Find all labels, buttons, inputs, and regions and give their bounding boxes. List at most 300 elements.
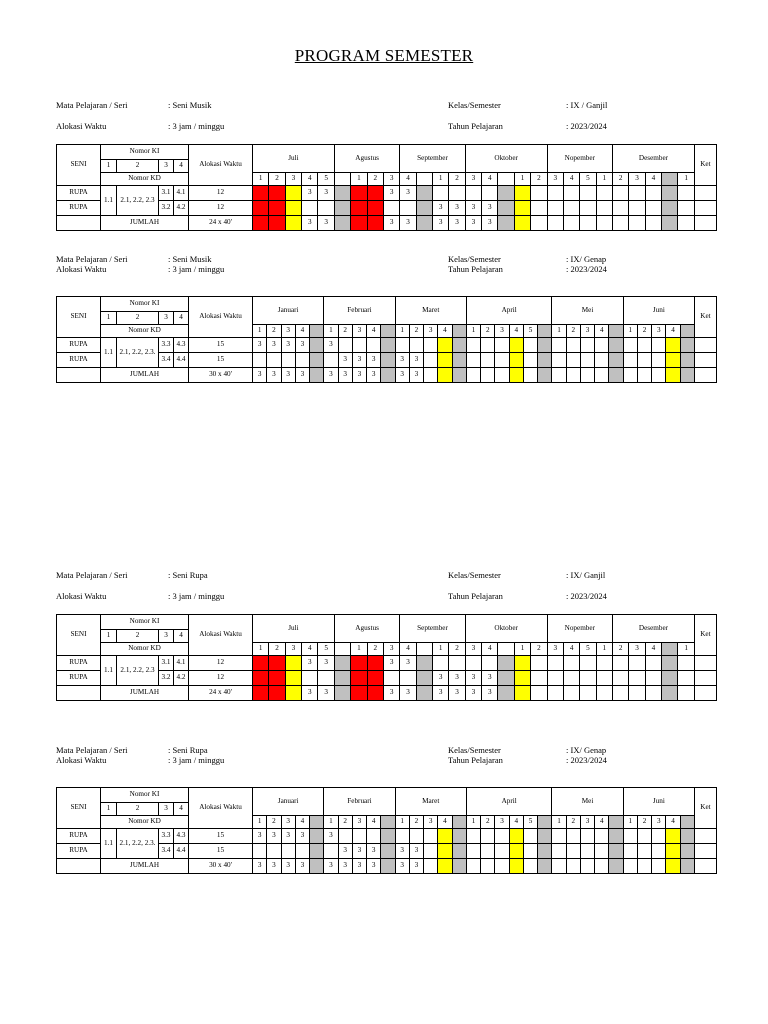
week-cell (285, 686, 301, 701)
week-cell (498, 216, 514, 231)
jumlah-label: JUMLAH (101, 686, 189, 701)
week-cell (285, 671, 301, 686)
value-alokasi-waktu: : 3 jam / minggu (168, 121, 225, 131)
week-cell (367, 686, 383, 701)
week-cell (623, 368, 637, 383)
week-cell (680, 368, 694, 383)
alokasi-cell: 15 (189, 338, 253, 353)
week-cell (613, 671, 629, 686)
month-header: Juli (253, 615, 335, 643)
week-cell (334, 186, 350, 201)
week-cell (334, 201, 350, 216)
value-alokasi-waktu: : 3 jam / minggu (168, 755, 225, 765)
week-cell (694, 656, 716, 671)
week-cell (580, 844, 594, 859)
week-cell (538, 844, 552, 859)
week-cell (310, 829, 324, 844)
label-alokasi-waktu: Alokasi Waktu (56, 264, 107, 274)
value-kelas-semester: : IX/ Ganjil (566, 570, 606, 580)
ki1-cell: 1.1 (101, 338, 117, 368)
week-cell (595, 859, 609, 874)
kd4-cell: 4.2 (174, 671, 189, 686)
nomor-kd-header: Nomor KD (101, 173, 189, 186)
week-cell (509, 338, 523, 353)
week-cell (481, 844, 495, 859)
week-number: 1 (514, 173, 530, 186)
week-cell (531, 201, 547, 216)
week-cell (580, 353, 594, 368)
week-cell (367, 186, 383, 201)
label-tahun-pelajaran: Tahun Pelajaran (448, 591, 503, 601)
week-number (310, 325, 324, 338)
week-cell (609, 338, 623, 353)
week-number: 2 (613, 173, 629, 186)
jumlah-alokasi: 30 x 40' (189, 859, 253, 874)
kd4-cell: 4.3 (174, 338, 189, 353)
week-cell (416, 201, 432, 216)
week-cell (352, 338, 366, 353)
week-cell: 3 (338, 368, 352, 383)
week-cell (424, 353, 438, 368)
week-number: 4 (645, 643, 661, 656)
week-cell (310, 353, 324, 368)
blank-cell (57, 859, 101, 874)
week-cell: 3 (318, 186, 334, 201)
alokasi-waktu-header: Alokasi Waktu (189, 297, 253, 338)
month-header: Mei (552, 297, 623, 325)
month-header: April (466, 788, 552, 816)
page-title: PROGRAM SEMESTER (294, 46, 474, 65)
week-number: 4 (438, 325, 452, 338)
value-tahun-pelajaran: : 2023/2024 (566, 591, 607, 601)
week-number: 1 (324, 816, 338, 829)
alokasi-waktu-header: Alokasi Waktu (189, 615, 253, 656)
week-cell (538, 859, 552, 874)
week-number: 3 (652, 816, 666, 829)
ki-column-number: 2 (117, 160, 159, 173)
week-cell: 3 (482, 201, 498, 216)
week-cell (281, 844, 295, 859)
label-alokasi-waktu: Alokasi Waktu (56, 121, 107, 131)
week-cell: 3 (400, 216, 416, 231)
week-number (609, 816, 623, 829)
week-cell (563, 671, 579, 686)
jumlah-label: JUMLAH (101, 216, 189, 231)
value-kelas-semester: : IX / Ganjil (566, 100, 608, 110)
week-cell: 3 (433, 671, 449, 686)
nomor-kd-header: Nomor KD (101, 643, 189, 656)
week-cell (523, 859, 537, 874)
week-cell (253, 656, 269, 671)
week-cell (334, 656, 350, 671)
week-number: 1 (466, 325, 480, 338)
week-cell (449, 656, 465, 671)
label-kelas-semester: Kelas/Semester (448, 745, 501, 755)
week-cell: 3 (302, 186, 318, 201)
week-number: 2 (531, 643, 547, 656)
week-number: 4 (295, 816, 309, 829)
alokasi-cell: 12 (189, 186, 253, 201)
alokasi-cell: 15 (189, 844, 253, 859)
month-header: Desember (613, 615, 695, 643)
week-cell: 3 (253, 829, 267, 844)
week-number: 4 (400, 173, 416, 186)
week-cell (629, 201, 645, 216)
week-cell (452, 368, 466, 383)
week-cell: 3 (352, 859, 366, 874)
week-cell (438, 844, 452, 859)
week-number: 3 (352, 325, 366, 338)
week-cell: 3 (338, 859, 352, 874)
week-number: 4 (509, 816, 523, 829)
week-cell (613, 216, 629, 231)
week-cell (694, 686, 716, 701)
week-cell (680, 338, 694, 353)
week-number: 5 (580, 643, 596, 656)
week-cell (295, 353, 309, 368)
week-cell (678, 216, 694, 231)
program-semester-table (56, 787, 717, 874)
week-cell (310, 844, 324, 859)
week-cell: 3 (352, 368, 366, 383)
week-cell (563, 686, 579, 701)
week-number: 3 (465, 173, 481, 186)
week-cell (552, 353, 566, 368)
week-cell: 3 (253, 859, 267, 874)
week-number: 4 (563, 643, 579, 656)
week-cell (466, 338, 480, 353)
week-cell: 3 (318, 686, 334, 701)
week-cell (438, 859, 452, 874)
week-number: 3 (285, 643, 301, 656)
week-cell (495, 338, 509, 353)
week-cell (334, 686, 350, 701)
week-cell (495, 368, 509, 383)
week-cell (523, 338, 537, 353)
week-number: 1 (678, 643, 694, 656)
week-cell (452, 338, 466, 353)
week-cell (694, 186, 716, 201)
nomor-ki-header: Nomor KI (101, 615, 189, 630)
week-cell (381, 829, 395, 844)
week-cell (596, 201, 612, 216)
week-number: 4 (595, 325, 609, 338)
week-number: 4 (400, 643, 416, 656)
month-header: Mei (552, 788, 623, 816)
week-cell: 3 (324, 829, 338, 844)
week-cell (566, 368, 580, 383)
week-cell (381, 353, 395, 368)
week-cell: 3 (302, 656, 318, 671)
week-cell (580, 656, 596, 671)
month-header: April (466, 297, 552, 325)
week-cell (566, 338, 580, 353)
label-alokasi-waktu: Alokasi Waktu (56, 755, 107, 765)
week-cell (498, 656, 514, 671)
week-number (452, 325, 466, 338)
value-tahun-pelajaran: : 2023/2024 (566, 121, 607, 131)
week-cell (352, 829, 366, 844)
week-cell: 3 (465, 201, 481, 216)
week-cell (383, 201, 399, 216)
week-cell (438, 829, 452, 844)
week-cell (623, 353, 637, 368)
week-cell (514, 686, 530, 701)
kd3-cell: 3.2 (159, 671, 174, 686)
week-cell (678, 186, 694, 201)
ket-cell (694, 829, 716, 844)
week-cell (629, 216, 645, 231)
month-header: September (400, 145, 465, 173)
week-cell (523, 353, 537, 368)
week-cell (395, 829, 409, 844)
week-cell (666, 859, 680, 874)
week-cell (694, 671, 716, 686)
week-cell (531, 186, 547, 201)
week-cell (509, 368, 523, 383)
week-cell (523, 368, 537, 383)
week-cell (623, 829, 637, 844)
week-cell (334, 216, 350, 231)
value-mata-pelajaran: : Seni Musik (168, 254, 212, 264)
week-cell (538, 829, 552, 844)
week-cell (424, 338, 438, 353)
week-cell (481, 338, 495, 353)
section-info (56, 566, 716, 726)
table-row (57, 145, 717, 160)
week-cell (547, 216, 563, 231)
week-cell (629, 686, 645, 701)
week-number: 3 (580, 816, 594, 829)
week-cell (680, 859, 694, 874)
week-cell (652, 338, 666, 353)
week-cell: 3 (281, 368, 295, 383)
nomor-ki-header: Nomor KI (101, 788, 189, 803)
week-cell (531, 216, 547, 231)
week-number: 2 (338, 325, 352, 338)
seni-cell: RUPA (57, 353, 101, 368)
table-row (57, 656, 717, 671)
table-row (57, 297, 717, 312)
week-cell (613, 186, 629, 201)
week-cell (338, 829, 352, 844)
week-number: 3 (424, 816, 438, 829)
ki-column-number: 3 (159, 630, 174, 643)
week-number (538, 325, 552, 338)
week-cell (424, 829, 438, 844)
program-semester-table (56, 614, 717, 701)
week-number: 2 (449, 173, 465, 186)
alokasi-cell: 12 (189, 656, 253, 671)
week-cell (416, 656, 432, 671)
seni-cell: RUPA (57, 201, 101, 216)
week-cell (645, 186, 661, 201)
week-cell (662, 671, 678, 686)
week-cell (351, 671, 367, 686)
week-cell: 3 (449, 201, 465, 216)
week-number: 1 (351, 643, 367, 656)
week-cell: 3 (383, 686, 399, 701)
alokasi-waktu-header: Alokasi Waktu (189, 788, 253, 829)
week-cell (310, 859, 324, 874)
week-number: 1 (596, 173, 612, 186)
week-cell (609, 829, 623, 844)
table-row (57, 615, 717, 630)
week-cell (580, 216, 596, 231)
week-cell: 3 (400, 656, 416, 671)
week-cell (596, 656, 612, 671)
week-cell (629, 656, 645, 671)
ki-column-number: 4 (174, 312, 189, 325)
week-number: 5 (523, 325, 537, 338)
week-number (538, 816, 552, 829)
week-number: 5 (580, 173, 596, 186)
week-cell (367, 829, 381, 844)
week-cell (466, 859, 480, 874)
week-cell (409, 829, 423, 844)
week-cell (652, 368, 666, 383)
week-number: 4 (438, 816, 452, 829)
week-cell (509, 829, 523, 844)
week-number (334, 643, 350, 656)
week-cell (566, 859, 580, 874)
week-number: 1 (351, 173, 367, 186)
week-number: 4 (302, 173, 318, 186)
week-number: 2 (367, 643, 383, 656)
week-cell: 3 (395, 368, 409, 383)
week-cell: 3 (409, 368, 423, 383)
label-kelas-semester: Kelas/Semester (448, 254, 501, 264)
ki2-cell: 2.1, 2.2, 2.3. (117, 829, 159, 859)
week-number: 2 (531, 173, 547, 186)
month-header: Oktober (465, 615, 547, 643)
week-cell (613, 656, 629, 671)
week-cell (552, 368, 566, 383)
week-cell (498, 186, 514, 201)
week-cell (580, 338, 594, 353)
month-header: Nopember (547, 145, 612, 173)
week-cell (466, 368, 480, 383)
ket-header: Ket (694, 297, 716, 338)
week-number (609, 325, 623, 338)
week-cell (637, 844, 651, 859)
week-cell (678, 656, 694, 671)
week-number: 3 (281, 816, 295, 829)
ki-column-number: 1 (101, 630, 117, 643)
week-cell (438, 338, 452, 353)
week-cell: 3 (324, 338, 338, 353)
week-cell (596, 671, 612, 686)
month-header: Maret (395, 788, 466, 816)
week-number: 5 (318, 643, 334, 656)
week-cell (645, 216, 661, 231)
week-number: 1 (596, 643, 612, 656)
ket-header: Ket (694, 615, 716, 656)
week-cell: 3 (253, 368, 267, 383)
week-number: 4 (666, 325, 680, 338)
week-number: 4 (509, 325, 523, 338)
week-cell (514, 216, 530, 231)
week-cell (563, 201, 579, 216)
week-cell (547, 656, 563, 671)
week-cell (452, 859, 466, 874)
week-cell (580, 201, 596, 216)
week-number: 3 (547, 173, 563, 186)
ki2-cell: 2.1, 2.2, 2.3 (117, 656, 159, 686)
week-number: 1 (253, 325, 267, 338)
label-mata-pelajaran: Mata Pelajaran / Seri (56, 745, 128, 755)
week-cell (580, 368, 594, 383)
week-cell (285, 656, 301, 671)
jumlah-alokasi: 30 x 40' (189, 368, 253, 383)
week-cell: 3 (295, 859, 309, 874)
week-number: 3 (629, 173, 645, 186)
month-header: Maret (395, 297, 466, 325)
week-cell: 3 (324, 859, 338, 874)
week-cell (678, 686, 694, 701)
week-number: 4 (595, 816, 609, 829)
week-number: 3 (465, 643, 481, 656)
week-cell: 3 (433, 216, 449, 231)
week-cell (596, 186, 612, 201)
table-row (57, 829, 717, 844)
week-cell (424, 844, 438, 859)
week-number (334, 173, 350, 186)
week-cell: 3 (400, 186, 416, 201)
week-number: 4 (666, 816, 680, 829)
week-cell (381, 368, 395, 383)
week-cell: 3 (267, 859, 281, 874)
week-cell (438, 353, 452, 368)
week-cell (680, 844, 694, 859)
week-cell (637, 338, 651, 353)
week-number (381, 325, 395, 338)
week-cell (498, 201, 514, 216)
week-cell (367, 216, 383, 231)
semester-section (56, 566, 716, 726)
week-cell (623, 338, 637, 353)
alokasi-cell: 15 (189, 353, 253, 368)
week-cell (609, 368, 623, 383)
week-cell: 3 (267, 368, 281, 383)
week-number: 2 (637, 325, 651, 338)
week-cell (295, 844, 309, 859)
ki-column-number: 2 (117, 803, 159, 816)
month-header: Desember (613, 145, 695, 173)
week-cell (416, 686, 432, 701)
week-cell (285, 186, 301, 201)
week-cell (694, 216, 716, 231)
week-cell (416, 186, 432, 201)
kd3-cell: 3.1 (159, 186, 174, 201)
week-cell (645, 656, 661, 671)
week-cell: 3 (383, 656, 399, 671)
week-cell (416, 216, 432, 231)
week-number: 2 (269, 173, 285, 186)
week-cell (662, 656, 678, 671)
week-cell: 3 (281, 859, 295, 874)
week-cell (269, 686, 285, 701)
week-cell: 3 (352, 844, 366, 859)
week-number: 4 (563, 173, 579, 186)
week-number: 1 (678, 173, 694, 186)
week-number: 1 (253, 643, 269, 656)
week-cell: 3 (482, 216, 498, 231)
table-row (57, 173, 717, 186)
week-cell: 3 (281, 829, 295, 844)
week-cell (351, 201, 367, 216)
ki1-cell: 1.1 (101, 186, 117, 216)
